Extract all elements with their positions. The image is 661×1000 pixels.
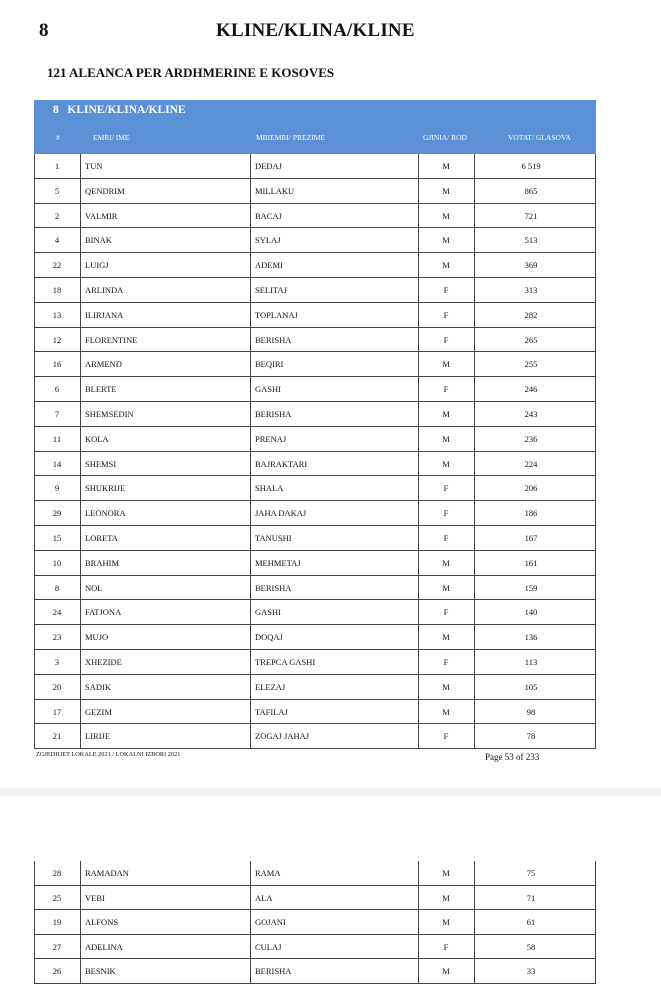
cell-votes: 282 (524, 309, 538, 320)
cell-number: 29 (52, 508, 62, 519)
table-row (34, 576, 596, 601)
cell-last-name: SYLAJ (255, 235, 281, 246)
cell-last-name: RAMA (255, 868, 281, 878)
cell-last-name: SELITAJ (255, 284, 287, 295)
table-row (34, 179, 596, 204)
table-row (34, 204, 596, 229)
cell-first-name: BLERTE (85, 384, 117, 395)
cell-gender: M (442, 359, 450, 370)
cell-first-name: SADIK (85, 681, 111, 692)
cell-votes: 224 (524, 458, 538, 469)
cell-number: 26 (52, 966, 62, 976)
table-row (34, 526, 596, 551)
cell-last-name: GOJANI (255, 917, 286, 927)
cell-first-name: SHEMSI (85, 458, 117, 469)
table-row (34, 886, 596, 911)
cell-first-name: KOLA (85, 433, 109, 444)
table-row (34, 352, 596, 377)
cell-last-name: GASHI (255, 607, 281, 618)
cell-gender: F (443, 656, 449, 667)
cell-last-name: BERISHA (255, 408, 292, 419)
cell-last-name: BERISHA (255, 582, 292, 593)
cell-number: 10 (52, 557, 62, 568)
table-row (34, 278, 596, 303)
cell-gender: F (443, 941, 449, 952)
cell-votes: 186 (524, 508, 538, 519)
cell-last-name: GASHI (255, 384, 281, 395)
cell-gender: M (442, 681, 450, 692)
cell-votes: 243 (524, 408, 538, 419)
cell-number: 17 (52, 706, 62, 717)
table-row (34, 861, 596, 886)
cell-first-name: ALFONS (85, 917, 119, 927)
cell-last-name: DOQAJ (255, 632, 283, 643)
cell-last-name: JAHA DAKAJ (255, 508, 307, 519)
cell-votes: 136 (524, 632, 538, 643)
cell-last-name: MEHMETAJ (255, 557, 301, 568)
cell-first-name: LIRIJE (85, 731, 111, 742)
table-row (34, 724, 596, 749)
table-row (34, 650, 596, 675)
cell-first-name: SHEMSEDIN (85, 408, 134, 419)
cell-number: 23 (52, 632, 62, 643)
cell-gender: M (442, 892, 450, 903)
footer-election-label: ZGJEDHJET LOKALE 2021 / LOKALNI IZBORI 2021 (36, 751, 181, 758)
cell-gender: M (442, 458, 450, 469)
cell-number: 12 (52, 334, 62, 345)
cell-gender: F (443, 607, 449, 618)
table-row (34, 228, 596, 253)
table-row (34, 501, 596, 526)
cell-first-name: ARLINDA (85, 284, 124, 295)
cell-votes: 313 (524, 284, 538, 295)
cell-number: 7 (54, 408, 60, 419)
cell-number: 8 (54, 582, 60, 593)
cell-first-name: XHEZIDE (85, 656, 122, 667)
cell-last-name: BERISHA (255, 334, 292, 345)
table-row (34, 959, 596, 984)
cell-number: 5 (54, 185, 60, 196)
table-row (34, 253, 596, 278)
cell-number: 16 (52, 359, 62, 370)
cell-first-name: VEBI (85, 892, 105, 903)
cell-gender: M (442, 161, 450, 171)
table-header-title: 8 KLINE/KLINA/KLINE (53, 104, 186, 116)
column-header-last-name: MBIEMRI/ PREZIME (256, 133, 325, 142)
cell-gender: M (442, 408, 450, 419)
cell-number: 28 (52, 868, 62, 878)
cell-votes: 513 (524, 235, 538, 246)
cell-last-name: TAFILAJ (255, 706, 288, 717)
cell-last-name: BERISHA (255, 966, 292, 976)
table-row (34, 154, 596, 179)
cell-first-name: FATJONA (85, 607, 122, 618)
cell-gender: F (443, 483, 449, 494)
cell-first-name: GEZIM (85, 706, 112, 717)
cell-first-name: MUJO (85, 632, 109, 643)
cell-votes: 236 (524, 433, 538, 444)
candidate-table-page-2 (34, 861, 596, 984)
table-row (34, 910, 596, 935)
cell-gender: F (443, 334, 449, 345)
cell-number: 19 (52, 917, 62, 927)
cell-first-name: ILIRJANA (85, 309, 124, 320)
cell-gender: F (443, 284, 449, 295)
cell-gender: M (442, 260, 450, 271)
table-row (34, 303, 596, 328)
cell-first-name: QENDRIM (85, 185, 125, 196)
cell-votes: 98 (526, 706, 536, 717)
cell-votes: 75 (526, 868, 536, 878)
cell-first-name: SHUKRIJE (85, 483, 126, 494)
cell-last-name: ADEMI (255, 260, 283, 271)
cell-number: 3 (54, 656, 60, 667)
cell-last-name: DEDAJ (255, 161, 282, 171)
cell-number: 14 (52, 458, 62, 469)
table-row (34, 427, 596, 452)
cell-first-name: ARMEND (85, 359, 122, 370)
column-header-first-name: EMRI/ IME (93, 133, 130, 142)
cell-votes: 255 (524, 359, 538, 370)
municipality-title: KLINE/KLINA/KLINE (216, 20, 415, 41)
cell-first-name: ADELINA (85, 941, 123, 952)
cell-gender: F (443, 384, 449, 395)
table-row (34, 402, 596, 427)
footer-page-number: Page 53 of 233 (485, 752, 540, 762)
cell-gender: M (442, 185, 450, 196)
table-row (34, 328, 596, 353)
cell-first-name: BESNIK (85, 966, 116, 976)
cell-gender: M (442, 557, 450, 568)
column-header-votes: VOTAT/ GLASOVA (508, 133, 571, 142)
cell-number: 18 (52, 284, 62, 295)
cell-votes: 58 (526, 941, 536, 952)
cell-number: 20 (52, 681, 62, 692)
table-row (34, 551, 596, 576)
cell-votes: 78 (526, 731, 536, 742)
municipality-number: 8 (39, 20, 49, 41)
cell-gender: F (443, 731, 449, 742)
column-header-gender: GJINIA/ ROD (423, 133, 467, 142)
cell-last-name: TANUSHI (255, 532, 292, 543)
cell-number: 21 (52, 731, 62, 742)
cell-votes: 369 (524, 260, 538, 271)
cell-number: 27 (52, 941, 62, 952)
cell-last-name: BAJRAKTARI (255, 458, 308, 469)
cell-first-name: BINAK (85, 235, 112, 246)
cell-votes: 265 (524, 334, 538, 345)
cell-first-name: FLORENTINE (85, 334, 138, 345)
cell-first-name: LEONORA (85, 508, 126, 519)
table-row (34, 600, 596, 625)
cell-gender: M (442, 966, 450, 976)
cell-last-name: CULAJ (255, 941, 282, 952)
table-row (34, 377, 596, 402)
cell-number: 24 (52, 607, 62, 618)
table-row (34, 476, 596, 501)
cell-last-name: SHALA (255, 483, 284, 494)
cell-gender: M (442, 210, 450, 221)
cell-number: 1 (54, 161, 60, 171)
cell-votes: 140 (524, 607, 538, 618)
cell-first-name: VALMIR (85, 210, 118, 221)
candidate-table-page-1 (34, 154, 596, 749)
cell-last-name: TOPLANAJ (255, 309, 298, 320)
cell-first-name: LUIGJ (85, 260, 109, 271)
cell-number: 22 (52, 260, 62, 271)
cell-last-name: ELEZAJ (255, 681, 286, 692)
cell-votes: 246 (524, 384, 538, 395)
cell-first-name: LORETA (85, 532, 118, 543)
table-row (34, 625, 596, 650)
cell-gender: F (443, 309, 449, 320)
cell-gender: M (442, 706, 450, 717)
cell-last-name: BACAJ (255, 210, 282, 221)
table-row (34, 452, 596, 477)
cell-gender: M (442, 235, 450, 246)
cell-number: 11 (52, 433, 62, 444)
table-row (34, 700, 596, 725)
cell-first-name: TUN (85, 161, 103, 171)
cell-gender: M (442, 433, 450, 444)
table-row (34, 935, 596, 960)
table-header (34, 100, 596, 154)
cell-votes: 6 519 (521, 161, 541, 171)
cell-votes: 161 (524, 557, 538, 568)
cell-gender: M (442, 582, 450, 593)
cell-number: 4 (54, 235, 60, 246)
cell-votes: 159 (524, 582, 538, 593)
cell-first-name: NOL (85, 582, 103, 593)
cell-last-name: TREPCA GASHI (255, 656, 316, 667)
cell-last-name: ALA (255, 892, 273, 903)
cell-gender: M (442, 868, 450, 878)
cell-gender: M (442, 917, 450, 927)
cell-number: 13 (52, 309, 62, 320)
cell-votes: 113 (524, 656, 538, 667)
cell-votes: 865 (524, 185, 538, 196)
cell-gender: F (443, 532, 449, 543)
cell-last-name: PRENAJ (255, 433, 287, 444)
cell-last-name: MILLAKU (255, 185, 295, 196)
cell-first-name: BRAHIM (85, 557, 120, 568)
cell-gender: F (443, 508, 449, 519)
party-title: 121 ALEANCA PER ARDHMERINE E KOSOVES (47, 65, 335, 80)
table-row (34, 675, 596, 700)
cell-number: 6 (54, 384, 60, 395)
cell-votes: 105 (524, 681, 538, 692)
column-header-number: # (56, 133, 60, 142)
cell-number: 25 (52, 892, 62, 903)
cell-last-name: BEQIRI (255, 359, 284, 370)
cell-number: 9 (54, 483, 60, 494)
cell-votes: 721 (524, 210, 538, 221)
cell-last-name: ZOGAJ JAHAJ (255, 731, 310, 742)
cell-number: 2 (54, 210, 60, 221)
cell-votes: 33 (526, 966, 536, 976)
cell-votes: 167 (524, 532, 538, 543)
cell-votes: 71 (526, 892, 536, 903)
cell-number: 15 (52, 532, 62, 543)
cell-votes: 206 (524, 483, 538, 494)
cell-first-name: RAMADAN (85, 868, 129, 878)
cell-votes: 61 (526, 917, 536, 927)
cell-gender: M (442, 632, 450, 643)
